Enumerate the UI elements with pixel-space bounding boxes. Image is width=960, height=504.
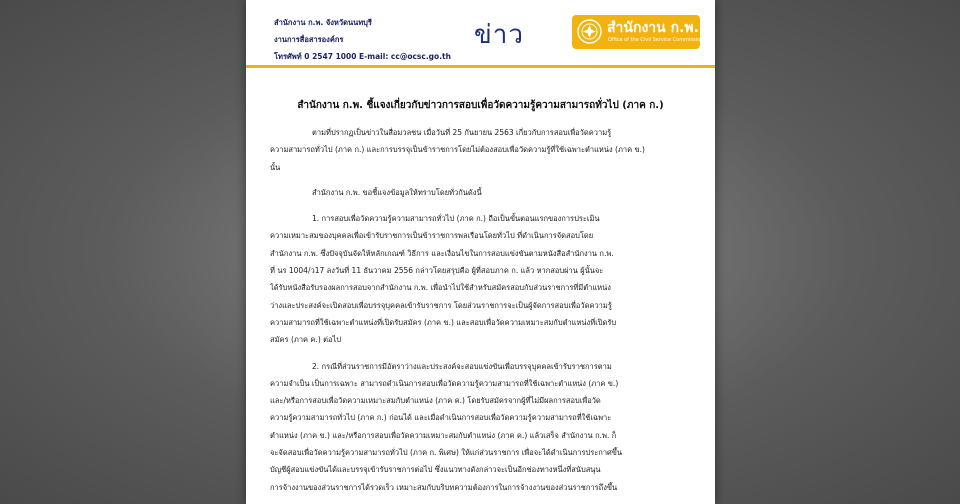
header-contact-block (274, 14, 451, 65)
news-label: ข่าว (474, 20, 524, 50)
intro-line: นั้น (270, 162, 281, 172)
item-2-line: ตำแหน่ง (ภาค ข.) และ/หรือการสอบเพื่อวัดความเหมาะสมกับตำแหน่ง (ภาค ค.) แล้วเสร็จ สำนักงาน ก.พ. ก็ (270, 430, 617, 440)
item-1-line: สำนักงาน ก.พ. ซึ่งปัจจุบันจัดให้หลักเกณฑ์ วิธีการ และเงื่อนไขในการสอบแข่งขันตามหนังสือสำนักงาน ก.พ. (270, 248, 614, 258)
seal-icon (577, 19, 602, 44)
intro-paragraph (270, 124, 690, 176)
intro-line: ความสามารถทั่วไป (ภาค ก.) และการบรรจุเป็นข้าราชการโดยไม่ต้องสอบเพื่อวัดความรู้ที่ใช้เฉพาะตำแหน่ง (ภาค ข.) (270, 145, 645, 155)
logo-subtext: Office of the Civil Service Commission (608, 37, 704, 43)
dept-line: งานการสื่อสารองค์กร (274, 35, 344, 44)
item-1-line: ความเหมาะสมของบุคคลเพื่อเข้ารับราชการเป็นข้าราชการพลเรือนโดยทั่วไป ที่ดำเนินการจัดสอบโดย (270, 231, 594, 241)
item-1-line: สมัคร (ภาค ค.) ต่อไป (270, 335, 342, 345)
contact-line: โทรศัพท์ 0 2547 1000 E-mail: cc@ocsc.go.th (274, 52, 451, 61)
ocsc-logo (572, 15, 704, 49)
logo-text: สำนักงาน ก.พ. (607, 20, 699, 36)
header-divider (246, 65, 715, 68)
org-line: สำนักงาน ก.พ. จังหวัดนนทบุรี (274, 18, 372, 27)
lead-paragraph (270, 184, 690, 201)
intro-line: ตามที่ปรากฏเป็นข่าวในสื่อมวลชน เมื่อวันที่ 25 กันยายน 2563 เกี่ยวกับการสอบเพื่อวัดความรู้ (312, 128, 612, 137)
document-page (246, 0, 715, 504)
item-2-line: การจ้างงานของส่วนราชการได้รวดเร็ว เหมาะสมกับบริบทความต้องการในการจ้างงานของส่วนราชการถึงขึ้น (270, 482, 618, 492)
document-body (270, 124, 690, 496)
item-2-line: 2. กรณีที่ส่วนราชการมีอัตราว่างและประสงค์จะสอบแข่งขันเพื่อบรรจุบุคคลเข้ารับราชการตาม (312, 361, 612, 371)
item-2-paragraph (270, 358, 690, 496)
item-1-line: ว่างและประสงค์จะเปิดสอบเพื่อบรรจุบุคคลเข้ารับราชการ โดยส่วนราชการจะเป็นผู้จัดการสอบเพื่อวัดความรู้ (270, 300, 612, 310)
item-2-line: และ/หรือการสอบเพื่อวัดความเหมาะสมกับตำแหน่ง (ภาค ค.) โดยรับสมัครจากผู้ที่ไม่มีผลการสอบเพื่อวัด (270, 396, 601, 406)
item-2-line: ความจำเป็น เป็นการเฉพาะ สามารถดำเนินการสอบเพื่อวัดความรู้ความสามารถที่ใช้เฉพาะตำแหน่ง (ภาค ข.) (270, 378, 619, 388)
item-1-paragraph (270, 210, 690, 348)
item-1-line: ที่ นร 1004/ว17 ลงวันที่ 11 ธันวาคม 2556 กล่าวโดยสรุปคือ ผู้ที่สอบภาค ก. แล้ว หากสอบผ่าน ผู้นั้นจะ (270, 266, 604, 276)
item-2-line: บัญชีผู้สอบแข่งขันได้และบรรจุเข้ารับราชการต่อไป ซึ่งแนวทางดังกล่าวจะเป็นอีกช่องทางหนึ่งที่สนับสนุน (270, 465, 601, 475)
lead-line: สำนักงาน ก.พ. ขอชี้แจงข้อมูลให้ทราบโดยทั่วกันดังนี้ (312, 187, 482, 197)
item-1-line: 1. การสอบเพื่อวัดความรู้ความสามารถทั่วไป (ภาค ก.) ถือเป็นขั้นตอนแรกของการประเมิน (312, 214, 600, 224)
item-1-line: ได้รับหนังสือรับรองผลการสอบจากสำนักงาน ก.พ. เพื่อนำไปใช้สำหรับสมัครสอบกับส่วนราชการที่มีตำแหน่ง (270, 283, 611, 293)
document-title: สำนักงาน ก.พ. ชี้แจงเกี่ยวกับข่าวการสอบเพื่อวัดความรู้ความสามารถทั่วไป (ภาค ก.) (297, 100, 664, 111)
item-1-line: ความสามารถที่ใช้เฉพาะตำแหน่งที่เปิดรับสมัคร (ภาค ข.) และสอบเพื่อวัดความเหมาะสมกับตำแหน่งที่เปิดรับ (270, 317, 617, 327)
item-2-line: จะจัดสอบเพื่อวัดความรู้ความสามารถทั่วไป (ภาค ก. พิเศษ) ให้แก่ส่วนราชการ เพื่อจะได้ดำเนินการประกาศขึ้น (270, 448, 623, 458)
item-2-line: ความรู้ความสามารถทั่วไป (ภาค ก.) ก่อนได้ และเมื่อดำเนินการสอบเพื่อวัดความรู้ความสามารถที่ใช้เฉพาะ (270, 413, 612, 423)
